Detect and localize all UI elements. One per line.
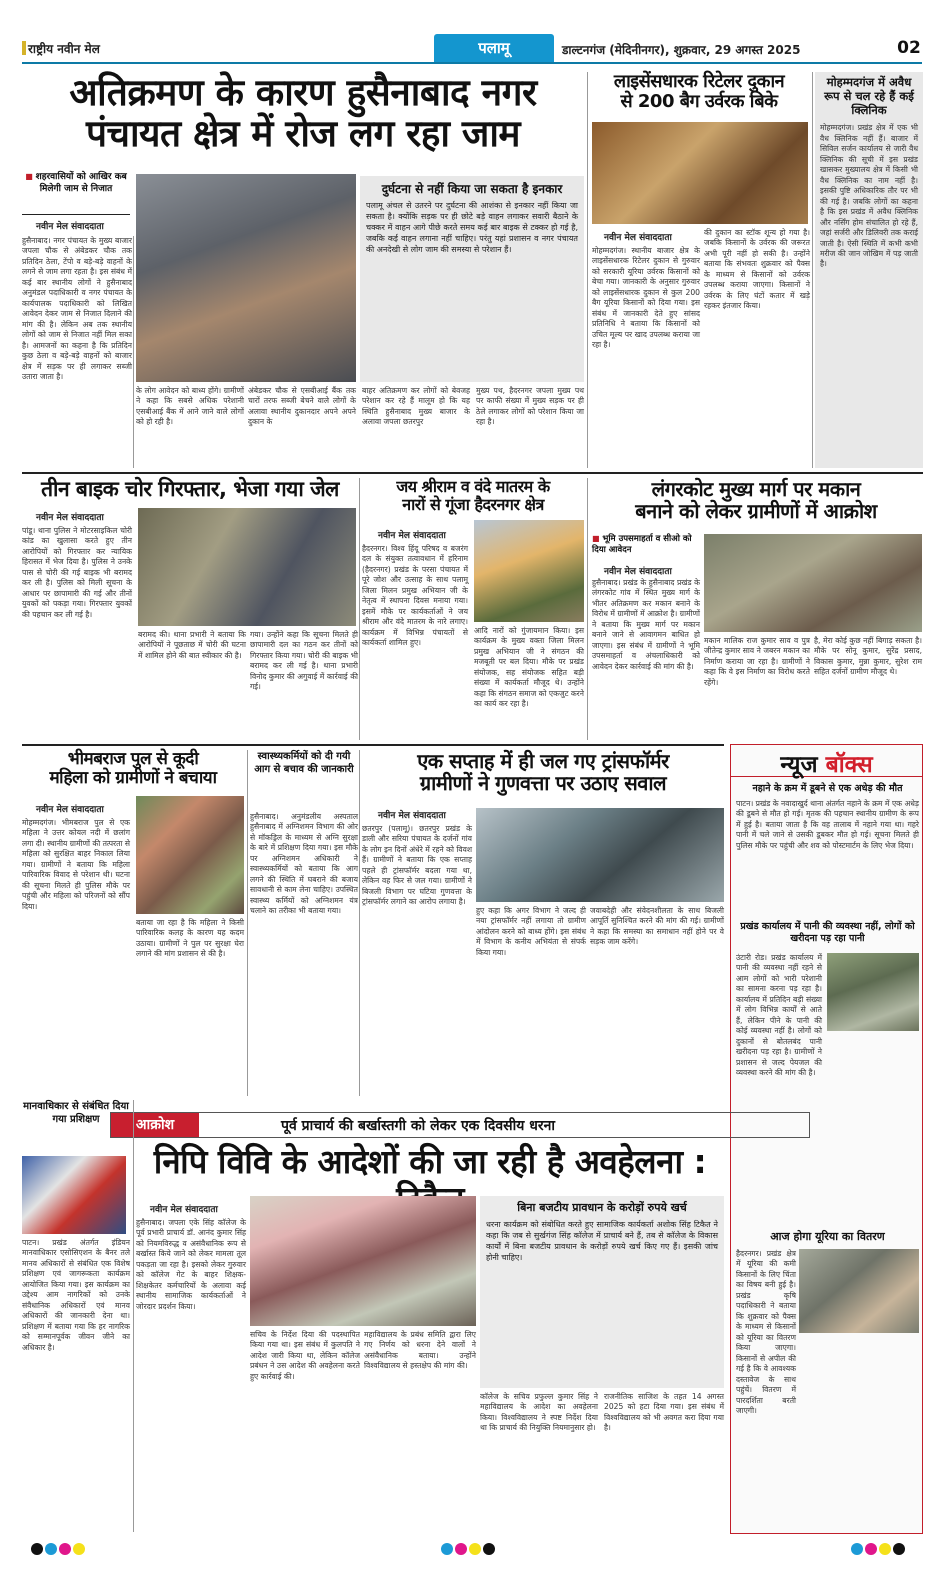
news-box-item1-headline: नहाने के क्रम में डूबने से एक अधेड़ की मौत: [752, 783, 903, 794]
story6-headline-line2: बनाने को लेकर ग्रामीणों में आक्रोश: [635, 499, 877, 524]
story2-headline-line1: लाइसेंसधारक रिटेलर दुकान: [613, 71, 785, 92]
divider: [359, 750, 360, 1096]
news-box-item2-headline: प्रखंड कार्यालय में पानी की व्यवस्था नहीं, लोगों को खरीदना पड़ रहा पानी: [740, 921, 915, 945]
divider: [247, 750, 248, 1096]
masthead: [22, 34, 922, 64]
story5-headline-line1: जय श्रीराम व वंदे मातरम के: [396, 477, 550, 496]
story11-body-col3: महाविद्यालय के प्रबंध समिति द्वारा लिए गए निर्णय को धरना देने वालों ने असंवैधानिक बताया। उन्होंने विश्वविद्यालय से हस्तक्षेप की मांग की।: [364, 1330, 476, 1371]
story5-headline-line2: नारों से गूंजा हैदरनगर क्षेत्र: [402, 494, 544, 514]
story5-photo: [474, 520, 584, 622]
divider: [133, 236, 134, 468]
aakrosh-tag: आक्रोश: [111, 1113, 199, 1137]
story11-sub-box: [480, 1196, 724, 1388]
story6-headline-line1: लंगरकोट मुख्य मार्ग पर मकान: [651, 477, 861, 501]
story10-body: पाटन। प्रखंड अंतर्गत इंडियन मानवाधिकार एसोसिएशन के बैनर तले मानव अधिकारों से संबंधित एक विशेष प्रशिक्षण एवं जागरूकता कार्यक्रम आयोजित किया गया। इस कार्यक्रम का उद्देश्य आम नागरिकों को उनके संवैधानिक अधिकारों एवं मानव अधिकारों की जानकारी देना था। प्रशिक्षण में बताया गया कि हर नागरिक को सम्मानपूर्वक जीवन जीने का अधिकार है।: [22, 1238, 130, 1352]
story2-body-col1: मोहम्मदगंज। स्थानीय बाजार क्षेत्र के लाइसेंसधारक रिटेलर दुकान से गुरुवार को सरकारी यूरिया उर्वरक किसानों को बेचा गया। जानकारी के अनुसार गुरुवार को लाइसेंसधारक दुकान से कुल 200 बैग यूरिया किसानों को दिया गया। इस संबंध में जानकारी देते हुए सांसद प्रतिनिधि ने बताया कि किसानों को उचित मूल्य पर खाद उपलब्ध कराया जा रहा है।: [592, 246, 700, 350]
lead-headline-line1: अतिक्रमण के कारण हुसैनाबाद नगर: [69, 71, 537, 114]
registration-marks: [850, 1540, 930, 1556]
divider: [812, 72, 813, 468]
story6-kicker-text: ■ भूमि उपसमाहर्ता व सीओ को दिया आवेदन: [592, 534, 692, 555]
story9-headline-line2: ग्रामीणों ने गुणवत्ता पर उठाए सवाल: [419, 771, 667, 796]
story10-headline: मानवाधिकार से संबंधित दिया गया प्रशिक्षण: [23, 1101, 129, 1125]
story2-photo: [592, 122, 808, 224]
story11-body-col4: कॉलेज के सचिव प्रफुल्ल कुमार सिंह ने महाविद्यालय के आदेश का अवहेलना किया। विश्वविद्यालय ने स्पष्ट निर्देश दिया था कि प्राचार्य की नियुक्ति नियमानुसार हो।: [480, 1392, 598, 1433]
news-box: [730, 744, 923, 1534]
divider: [133, 1100, 134, 1532]
story4-photo: [138, 508, 356, 626]
story6-body-col2: मकान मालिक राज कुमार साव व पुत्र जीतेन्द्र कुमार साव ने जबरन मकान का निर्माण कराया जा रहा है। ग्रामीणों ने कहा कि वे इस निर्माण का विरोध करते रहेंगे।: [704, 636, 810, 687]
news-box-item2-body-head: [736, 953, 822, 1078]
story9-byline: नवीन मेल संवाददाता: [378, 811, 446, 821]
dateline: डाल्टनगंज (मेदिनीनगर), शुक्रवार, 29 अगस्त 2025: [562, 43, 801, 57]
story7-photo: [136, 796, 244, 914]
story11-body-col2: सचिव के निर्देश दिया की पदस्थापित किया गया था। इस संबंध में कुलपति ने आदेश जारी किया था, लेकिन कॉलेज प्रबंधन ने उस आदेश की अवहेलना करते हुए कार्रवाई की।: [250, 1330, 360, 1381]
divider: [22, 472, 923, 474]
paper-name: राष्ट्रीय नवीन मेल: [28, 42, 100, 56]
story2-headline-line2: से 200 बैग उर्वरक बिके: [620, 91, 778, 113]
story3-body: मोहम्मदगंज। प्रखंड क्षेत्र में एक भी वैध क्लिनिक नहीं हैं। बाजार में सिविल सर्जन कार्यालय से जारी वैध क्लिनिक की सूची में इस प्रखंड खासकर मुख्यालय क्षेत्र में किसी भी वैध क्लिनिक का नाम नहीं है। इसकी पुष्टि अधिकारिक तौर पर भी की गई है। जबकि लोगों का कहना है कि इस प्रखंड में अवैध क्लिनिक और नर्सिंग होम संचालित हो रहे हैं, जहां सर्जरी और डिलिवरी तक कराई जाती है। ऐसी स्थिति में कभी कभी मरीज की जान जोखिम में पड़ जाती है।: [820, 123, 918, 269]
news-box-item1-body: पाटन। प्रखंड के नवादाखुर्द थाना अंतर्गत नहाने के क्रम में एक अधेड़ की डूबने से मौत हो गई। मृतक की पहचान स्थानीय ग्रामीण के रूप में हुई है। बताया जाता है कि वह तालाब में नहाने गया था। गहरे पानी में चले जाने से उसकी डूबकर मौत हो गई। सूचना मिलते ही पुलिस मौके पर पहुंची और शव को पोस्टमार्टम के लिए भेज दिया।: [736, 799, 919, 850]
story9-headline-line1: एक सप्ताह में ही जल गए ट्रांसफॉर्मर: [417, 749, 669, 773]
story9-body-col1: छतरपुर (पलामू)। छतरपुर प्रखंड के डाली और सरिया पंचायत के दर्जनों गांव के लोग इन दिनों अंधेरे में रहने को विवश हैं। ग्रामीणों ने बताया कि एक सप्ताह पहले ही ट्रांसफॉर्मर बदला गया था, लेकिन वह फिर से जल गया। ग्रामीणों ने बिजली विभाग पर घटिया गुणवत्ता के ट्रांसफॉर्मर लगाने का आरोप लगाया है।: [362, 824, 472, 907]
story9-body-col2: हुए कहा कि अगर विभाग ने जल्द ही नया ट्रांसफॉर्मर नहीं लगाया तो ग्रामीण आंदोलन करने को बाध्य होंगे। इस संबंध में विभाग के कनीय अभियंता से संपर्क किया गया।: [476, 906, 586, 957]
story4-body-col3: गया। उन्होंने कहा कि सूचना मिलते ही छापामारी दल का गठन कर तीनों को गिरफ्तार किया गया। चोरी की बाइक भी बरामद कर ली गई है। थाना प्रभारी विनोद कुमार की अगुवाई में कार्रवाई की गई।: [250, 630, 358, 692]
divider: [587, 478, 588, 740]
lead-headline: [22, 72, 584, 168]
lead-body-col1: हुसैनाबाद। नगर पंचायत के मुख्य बाजार जपला चौक से अंबेडकर चौक तक प्रतिदिन ठेला, टेंपो व बड़े-बड़े वाहनों के लगने से जाम लगा रहता है। इस संबंध में कई बार स्थानीय लोगों ने हुसैनाबाद अनुमंडल पदाधिकारी व नगर पंचायत के कार्यपालक पदाधिकारी को लिखित आवेदन देकर जाम से निजात दिलाने की मांग की है। लेकिन अब तक स्थानीय लोगों को जाम से निजात नहीं मिल सका है। आमजनों का कहना है कि प्रतिदिन कुछ ठेला व बड़े-बड़े वाहनों को बाजार क्षेत्र में सड़क पर ही लगाकर सब्जी उतारा जाता है।: [22, 236, 132, 382]
story6-body-col3: है, मेरा कोई कुछ नहीं बिगाड़ सकता है। मौके पर सोनू कुमार, सुरेंद्र प्रसाद, विकास कुमार, मुन्ना कुमार, सुरेश राम सहित दर्जनों ग्रामीण मौजूद थे।: [814, 636, 922, 677]
divider: [22, 214, 130, 215]
story10-photo: [22, 1156, 126, 1234]
story11-photo: [250, 1196, 476, 1326]
story11-sub-headline: बिना बजटीय प्रावधान के करोड़ों रुपये खर्च: [517, 1201, 687, 1214]
story6-byline: नवीन मेल संवाददाता: [604, 567, 672, 577]
story3-headline: मोहम्मदगंज में अवैध रूप से चल रहे हैं कई क्लिनिक: [824, 75, 914, 117]
lead-headline-line2: पंचायत क्षेत्र में रोज लग रहा जाम: [85, 112, 521, 156]
news-box-item3-body: हैदरनगर। प्रखंड क्षेत्र में यूरिया की कमी किसानों के लिए चिंता का विषय बनी हुई है। प्रखंड कृषि पदाधिकारी ने बताया कि शुक्रवार को पैक्स के माध्यम से किसानों को यूरिया का वितरण किया जाएगा। किसानों से अपील की गई है कि वे आवश्यक दस्तावेज के साथ पहुंचें। वितरण में पारदर्शिता बरती जाएगी।: [736, 1249, 796, 1416]
story9-headline: [362, 750, 724, 804]
lead-sub-headline: दुर्घटना से नहीं किया जा सकता है इनकार: [381, 182, 563, 196]
news-box-item2-photo: [827, 953, 919, 1031]
story7-headline: [22, 750, 244, 798]
divider: [359, 478, 360, 740]
story9-photo: [476, 808, 724, 902]
story4-headline: तीन बाइक चोर गिरफ्तार, भेजा गया जेल: [41, 477, 339, 501]
lead-photo: [136, 174, 356, 382]
story5-body-col1: हैदरनगर। विश्व हिंदू परिषद व बजरंग दल के संयुक्त तत्वावधान में हरिनाम (हैदरनगर) प्रखंड के परसा पंचायत में पूरे जोश और उत्साह के साथ पलामू जिला मिलन प्रमुख अभियान जी के नेतृत्व में स्थापना दिवस मनाया गया। इसमें मौके पर कार्यकर्ताओं ने जय श्रीराम और वंदे मातरम के नारे लगाए। कार्यक्रम में विभिन्न पंचायतों से कार्यकर्ता शामिल हुए।: [362, 544, 468, 648]
story9-body-col3: जवाबदेही और संवेदनशीलता के साथ बिजली आपूर्ति सुनिश्चित करने की मांग की गई। ग्रामीणों ने कहा कि समस्या का समाधान नहीं होने पर वे सड़क जाम करेंगे।: [590, 906, 724, 947]
story8-body: हुसैनाबाद। अनुमंडलीय अस्पताल हुसैनाबाद में अग्निशमन विभाग की ओर से मॉकड्रिल के माध्यम से अग्नि सुरक्षा के बारे में प्रशिक्षण दिया गया। इस मौके पर अग्निशमन अधिकारी ने स्वास्थ्यकर्मियों को बताया कि आग लगने की स्थिति में घबराने की बजाय सावधानी से काम लेना चाहिए। उपस्थित स्वास्थ्य कर्मियों को अग्निशमन यंत्र चलाने का तरीका भी बताया गया।: [250, 812, 358, 916]
lead-body-col2: के लोग आवेदन को बाध्य होंगे। ग्रामीणों ने कहा कि सबसे अधिक परेशानी एसबीआई बैंक में आने जाने वाले लोगों को हो रही है।: [136, 386, 244, 427]
story7-body-col2: बताया जा रहा है कि महिला ने किसी पारिवारिक कलह के कारण यह कदम उठाया। ग्रामीणों ने पुल पर सुरक्षा घेरा लगाने की मांग प्रशासन से की है।: [136, 918, 244, 959]
story7-body-col1: मोहम्मदगंज। भीमबराज पुल से एक महिला ने उत्तर कोयल नदी में छलांग लगा दी। स्थानीय ग्रामीणों की तत्परता से महिला को सुरक्षित बाहर निकाल लिया गया। ग्रामीणों ने बताया कि महिला पारिवारिक विवाद से परेशान थी। घटना की सूचना मिलते ही पुलिस मौके पर पहुंची और महिला को परिजनों को सौंप दिया।: [22, 818, 130, 911]
story4-body-col2: बरामद की। थाना प्रभारी ने बताया कि आरोपियों ने पूछताछ में चोरी की घटना में शामिल होने की बात स्वीकार की है।: [138, 630, 246, 660]
divider: [22, 744, 724, 746]
registration-marks: [30, 1540, 110, 1556]
page-number: 02: [896, 34, 922, 62]
story7-byline: नवीन मेल संवाददाता: [36, 805, 104, 815]
story11-headline: निपि विवि के आदेशों की जा रही है अवहेलना :: [153, 1142, 707, 1181]
story6-kicker: [592, 534, 700, 562]
lead-kicker: [22, 172, 130, 212]
story3-box: [815, 72, 923, 468]
story6-body-col1: हुसैनाबाद। प्रखंड के हुसैनाबाद प्रखंड के लंगरकोट गांव में स्थित मुख्य मार्ग के भीतर अतिक्रमण कर मकान बनाने के विरोध में ग्रामीणों में आक्रोश है। ग्रामीणों ने बताया कि मुख्य मार्ग पर मकान बनाने जाने से आवागमन बाधित हो जाएगा। इस संबंध में ग्रामीणों ने भूमि उपसमाहर्ता व अंचलाधिकारी को आवेदन देकर कार्रवाई की मांग की है।: [592, 578, 700, 671]
aakrosh-banner-text: पूर्व प्राचार्य की बर्खास्तगी को लेकर एक दिवसीय धरना: [281, 1118, 555, 1134]
story11-body-col5: राजनीतिक साजिश के तहत 14 अगस्त 2025 को हटा दिया गया। इस संबंध में विश्वविद्यालय को भी अवगत करा दिया गया है।: [604, 1392, 724, 1433]
aakrosh-banner: [110, 1112, 810, 1138]
story4-body-col1: पांडू। थाना पुलिस ने मोटरसाइकिल चोरी कांड का खुलासा करते हुए तीन आरोपियों को गिरफ्तार कर न्यायिक हिरासत में भेज दिया है। पुलिस ने उनके पास से चोरी की गई बाइक भी बरामद कर ली है। पुलिस को मिली सूचना के आधार पर छापामारी की गई और तीनों युवकों को पकड़ा गया। गिरफ्तार युवकों की पहचान कर ली गई है।: [22, 526, 132, 619]
news-box-title: [731, 747, 922, 777]
story8-headline: स्वास्थ्यकर्मियों को दी गयी आग से बचाव की जानकारी: [254, 751, 354, 775]
story5-body-col2: आदि नारों को गुंजायमान किया। इस कार्यक्रम के मुख्य वक्ता जिला मिलन प्रमुख अभियान जी ने संगठन की मजबूती पर बल दिया। मौके पर प्रखंड संयोजक, सह संयोजक सहित बड़ी संख्या में कार्यकर्ता मौजूद थे। उन्होंने कहा कि संगठन समाज को एकजुट करने का कार्य कर रहा है।: [474, 626, 584, 709]
lead-sub-box: [360, 176, 584, 382]
lead-body-col5: मुख्य पथ, हैदरनगर जपला मुख्य पथ पर काफी संख्या में मुख्य सड़क पर ही ठेले लगाकर लोगों को परेशान किया जा रहा है।: [476, 386, 584, 427]
divider: [587, 72, 588, 468]
story6-photo: [704, 534, 922, 632]
lead-body-col4: बाहर अतिक्रमण कर लोगों को बेवजह परेशान कर रहे हैं मालूम हो कि यह स्थिति हुसैनाबाद मुख्य बाजार के अलावा जपला छतरपुर: [362, 386, 470, 427]
story5-headline: [362, 478, 584, 524]
story4-byline: नवीन मेल संवाददाता: [36, 513, 104, 523]
news-box-item3-photo: [799, 1249, 919, 1333]
story11-byline: नवीन मेल संवाददाता: [150, 1205, 218, 1215]
story2-headline: [590, 72, 808, 122]
lead-sub-body: पलामू अंचल से उतरने पर दुर्घटना की आशंका से इनकार नहीं किया जा सकता है। क्योंकि सड़क पर ही छोटे बड़े वाहन लगाकर सवारी बैठाने के चक्कर में वाहन आगे पीछे करते समय कई बार बाइक से टक्कर हो गई है, जबकि कई वाहन लगाना नहीं चाहिए। परंतु यहां प्रशासन व नगर पंचायत की अनदेखी से लोग जाम की समस्या से परेशान हैं।: [366, 201, 578, 255]
news-box-item3-headline: आज होगा यूरिया का वितरण: [770, 1230, 885, 1243]
story6-headline: [590, 478, 922, 530]
news-box-title-part2: बॉक्स: [825, 752, 873, 778]
story2-body-col2: की दुकान का स्टॉक शून्य हो गया है। जबकि किसानों के उर्वरक की जरूरत अभी पूरी नहीं हो सकी है। उन्होंने बताया कि संभवतः शुक्रवार को पैक्स के माध्यम से किसानों को उर्वरक उपलब्ध कराया जाएगा। किसानों ने उर्वरक के लिए घंटों कतार में खड़े रहकर इंतजार किया।: [704, 228, 810, 311]
registration-marks: [440, 1540, 520, 1556]
lead-byline: नवीन मेल संवाददाता: [36, 222, 104, 232]
news-box-item2-body: उंटारी रोड। प्रखंड कार्यालय में पानी की व्यवस्था नहीं रहने से आम लोगों को भारी परेशानी का सामना करना पड़ रहा है। कार्यालय में प्रतिदिन बड़ी संख्या में लोग विभिन्न कार्यों से आते हैं, लेकिन पीने के पानी की कोई व्यवस्था नहीं है। लोगों को दुकानों से बोतलबंद पानी खरीदना पड़ रहा है। ग्रामीणों ने प्रशासन से जल्द पेयजल की व्यवस्था करने की मांग की है।: [736, 953, 822, 1078]
story2-byline: नवीन मेल संवाददाता: [604, 233, 672, 243]
story11-sub-body: धरना कार्यक्रम को संबोधित करते हुए सामाजिक कार्यकर्ता अशोक सिंह टिकैत ने कहा कि जब से सुर्खगंज सिंह कॉलेज में प्राचार्य बने हैं, तब से कॉलेज के विकास कार्यों में बिना बजटीय प्रावधान के करोड़ों रुपये खर्च किए गए हैं। इसकी जांच होनी चाहिए।: [486, 1220, 718, 1263]
news-box-title-part1: न्यूज: [780, 752, 818, 778]
section-tab: पलामू: [434, 34, 554, 62]
story11-body-col1: हुसैनाबाद। जपला एके सिंह कॉलेज के पूर्व प्रभारी प्राचार्य डॉ. आनंद कुमार सिंह को नियमविरुद्ध व असंवैधानिक रूप से बर्खास्त किये जाने को लेकर मामला तूल पकड़ता जा रहा है। इसको लेकर गुरुवार को कॉलेज गेट के बाहर शिक्षक-शिक्षकेतर कर्मचारियों के अलावा कई स्थानीय सामाजिक कार्यकर्ताओं ने जोरदार प्रदर्शन किया।: [136, 1218, 246, 1311]
story5-byline: नवीन मेल संवाददाता: [378, 531, 446, 541]
story7-headline-line1: भीमबराज पुल से कूदी: [67, 749, 199, 769]
story7-headline-line2: महिला को ग्रामीणों ने बचाया: [49, 768, 217, 789]
lead-kicker-text: ■ शहरवासियों को आखिर कब मिलेगी जाम से निजात: [25, 172, 127, 194]
lead-body-col3: अंबेडकर चौक से एसबीआई बैंक तक चारों तरफ सब्जी बेचने वाले लोगों के अलावा स्थानीय दुकानदार अपने अपने दुकान के: [248, 386, 356, 427]
